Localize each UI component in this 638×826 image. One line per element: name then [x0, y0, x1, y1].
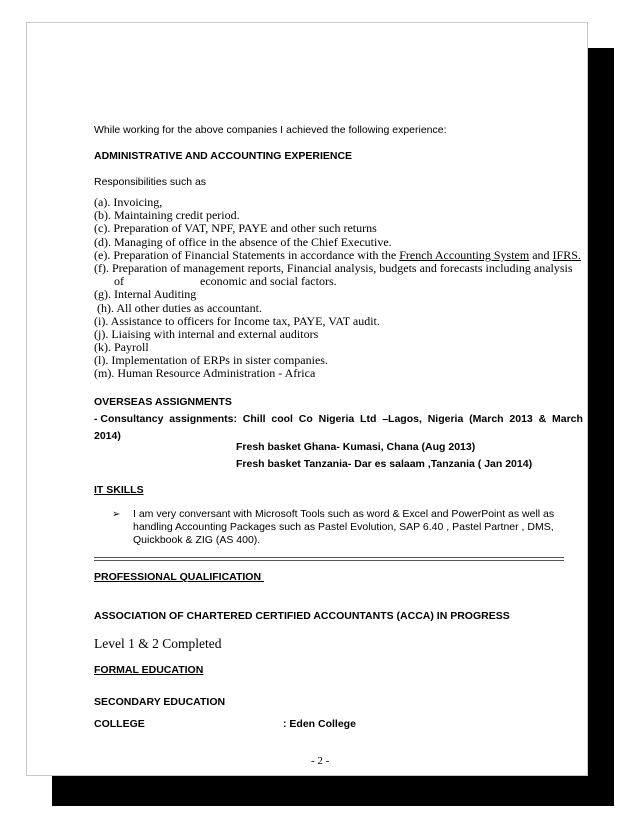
list-item: of economic and social factors.: [114, 274, 337, 289]
list-item: (m). Human Resource Administration - Africa: [94, 366, 316, 381]
list-item: (e). Preparation of Financial Statements in accordance with the French Accounting System and IFRS.: [94, 247, 581, 262]
it-skills-line-1: I am very conversant with Microsoft Tools such as word & Excel and PowerPoint as well as: [133, 508, 555, 520]
responsibilities-label: Responsibilities such as: [94, 176, 207, 188]
list-item: (c). Preparation of VAT, NPF, PAYE and other such returns: [94, 221, 377, 236]
level-completed: Level 1 & 2 Completed: [94, 636, 222, 651]
french-accounting-link: French Accounting System: [399, 247, 530, 262]
ifrs-link: IFRS.: [552, 247, 581, 262]
overseas-heading: OVERSEAS ASSIGNMENTS: [94, 396, 232, 408]
list-item: (f). Preparation of management reports, Financial analysis, budgets and forecasts including analysis: [94, 260, 573, 275]
professional-heading: PROFESSIONAL QUALIFICATION: [94, 571, 264, 583]
overseas-line-1: - Consultancy assignments: Chill cool Co Nigeria Ltd –Lagos, Nigeria (March 2013 & March: [94, 413, 583, 425]
arrow-bullet-icon: ➢: [112, 509, 121, 520]
list-item: (d). Managing of office in the absence of the Chief Executive.: [94, 234, 392, 249]
admin-heading: ADMINISTRATIVE AND ACCOUNTING EXPERIENCE: [94, 150, 353, 162]
list-item: (i). Assistance to officers for Income tax, PAYE, VAT audit.: [94, 313, 380, 328]
overseas-line-2: 2014): [94, 430, 121, 442]
secondary-education-heading: SECONDARY EDUCATION: [94, 696, 226, 708]
college-label: COLLEGE: [94, 718, 145, 730]
list-item: (g). Internal Auditing: [94, 287, 197, 302]
overseas-line-4: Fresh basket Tanzania- Dar es salaam ,Tanzania ( Jan 2014): [236, 458, 533, 470]
it-skills-line-2: handling Accounting Packages such as Pastel Evolution, SAP 6.40 , Pastel Partner , DMS,: [133, 521, 554, 533]
list-item: (h). All other duties as accountant.: [94, 300, 262, 315]
intro-text: While working for the above companies I achieved the following experience:: [94, 124, 447, 136]
divider-top: [94, 557, 564, 558]
list-item: (j). Liaising with internal and external auditors: [94, 326, 319, 341]
list-item: (a). Invoicing,: [94, 195, 163, 209]
page-number: - 2 -: [311, 755, 330, 767]
list-item: (k). Payroll: [94, 340, 149, 355]
divider-bottom: [94, 560, 564, 561]
list-item: (b). Maintaining credit period.: [94, 208, 240, 223]
it-skills-heading: IT SKILLS: [94, 484, 144, 496]
overseas-line-3: Fresh basket Ghana- Kumasi, Chana (Aug 2013): [236, 441, 476, 453]
list-item: (l). Implementation of ERPs in sister companies.: [94, 353, 328, 368]
formal-education-heading: FORMAL EDUCATION: [94, 664, 204, 676]
it-skills-line-3: Quickbook & ZIG (AS 400).: [133, 534, 261, 546]
college-value: : Eden College: [283, 718, 356, 730]
acca-heading: ASSOCIATION OF CHARTERED CERTIFIED ACCOUNTANTS (ACCA) IN PROGRESS: [94, 610, 510, 622]
responsibilities-list: [94, 196, 581, 381]
